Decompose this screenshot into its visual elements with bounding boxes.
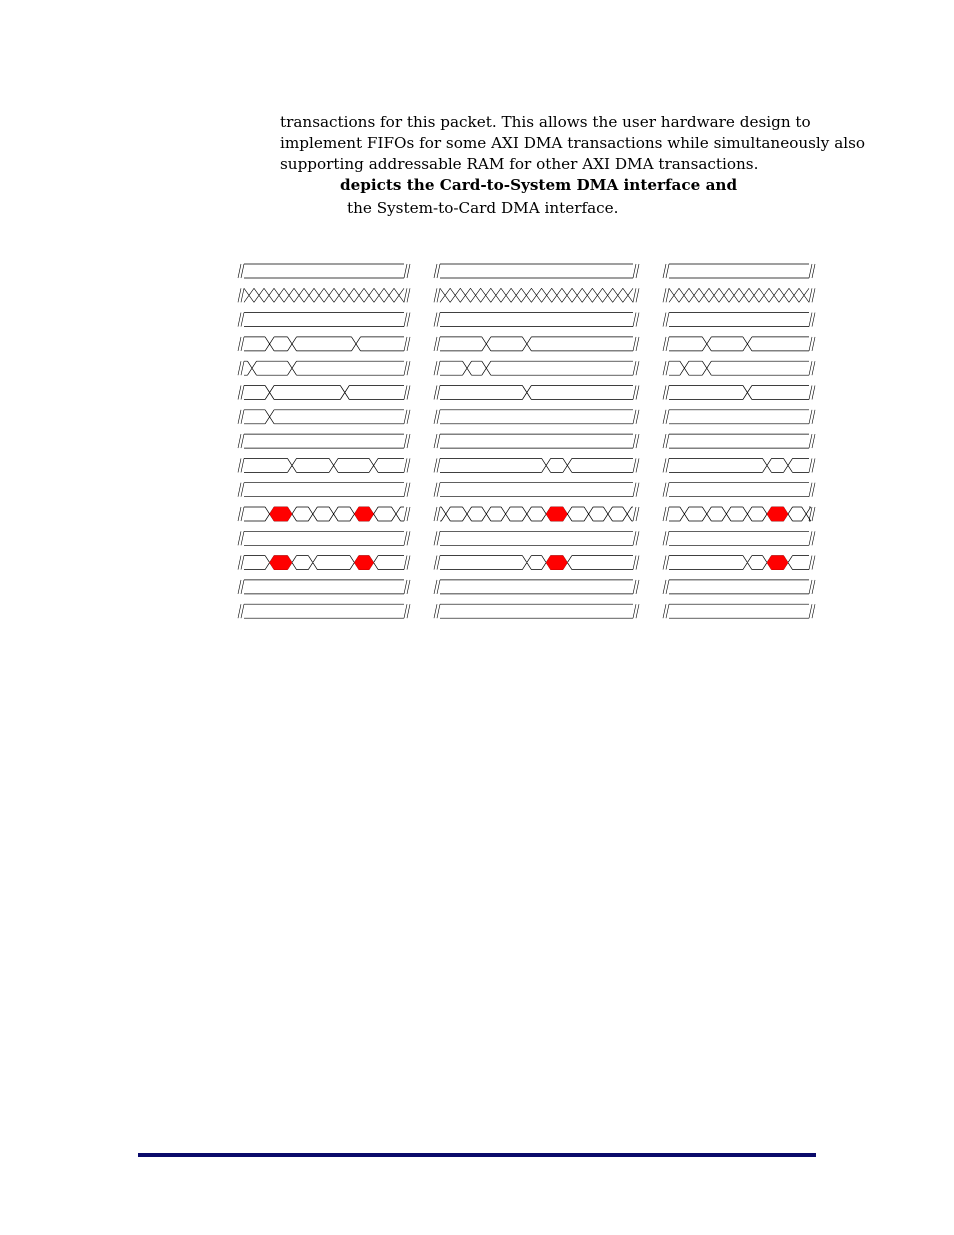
- col3-row4-bus-signal: [669, 337, 809, 351]
- col2-row9-break-right: [633, 458, 639, 472]
- col3-row11-bus-signal: [669, 507, 811, 521]
- col2-row9-break-left: [434, 458, 440, 472]
- col2-row12-signal: [440, 531, 633, 545]
- col1-row15-break-right: [404, 604, 410, 618]
- col1-row1-break-right: [404, 264, 410, 278]
- figure-reference-line: depicts the Card-to-System DMA interface and: [340, 176, 738, 194]
- col3-row5-break-right: [809, 361, 815, 375]
- col1-row13-break-left: [238, 556, 244, 570]
- col2-row11-highlight-1: [546, 507, 567, 521]
- col2-row10-signal: [440, 483, 633, 497]
- col3-row12-break-right: [809, 531, 815, 545]
- col1-row2-clock-signal: [244, 288, 404, 302]
- col2-row8-break-left: [434, 434, 440, 448]
- col2-row7-break-left: [434, 410, 440, 424]
- col3-row6-break-right: [809, 386, 815, 400]
- col3-row15-break-right: [809, 604, 815, 618]
- col2-row5-bus-signal: [440, 361, 633, 375]
- col1-row10-signal: [244, 483, 404, 497]
- col3-row14-signal: [669, 580, 809, 594]
- col2-row15-break-left: [434, 604, 440, 618]
- col1-row3-break-left: [238, 313, 244, 327]
- col3-row2-clock-signal: [669, 288, 809, 302]
- col2-row5-break-left: [434, 361, 440, 375]
- col2-row2-break-right: [633, 288, 639, 302]
- col2-row12-break-right: [633, 531, 639, 545]
- col3-row10-break-right: [809, 483, 815, 497]
- col3-row7-signal: [669, 410, 809, 424]
- col2-row7-signal: [440, 410, 633, 424]
- col2-row10-break-left: [434, 483, 440, 497]
- paragraph-line-2: implement FIFOs for some AXI DMA transactions while simultaneously also: [280, 134, 866, 152]
- col2-row7-break-right: [633, 410, 639, 424]
- col2-row6-bus-signal: [440, 386, 633, 400]
- col1-row13-break-right: [404, 556, 410, 570]
- col3-row7-break-right: [809, 410, 815, 424]
- col2-row4-break-right: [633, 337, 639, 351]
- col3-row4-break-left: [663, 337, 669, 351]
- col2-row3-break-right: [633, 313, 639, 327]
- col1-row7-bus-signal: [244, 410, 404, 424]
- col1-row11-break-right: [404, 507, 410, 521]
- col1-row13-highlight-1: [270, 556, 292, 570]
- col3-row11-break-left: [663, 507, 669, 521]
- col1-row11-break-left: [238, 507, 244, 521]
- col3-row3-signal: [669, 313, 809, 327]
- col2-row1-signal: [440, 264, 633, 278]
- col1-row12-break-right: [404, 531, 410, 545]
- col1-row1-break-left: [238, 264, 244, 278]
- col3-row9-break-right: [809, 458, 815, 472]
- col1-row14-break-right: [404, 580, 410, 594]
- col1-row13-bus-signal: [244, 556, 404, 570]
- col3-row2-break-left: [663, 288, 669, 302]
- col1-row12-break-left: [238, 531, 244, 545]
- col3-row15-signal: [669, 604, 809, 618]
- col1-row6-bus-signal: [244, 386, 404, 400]
- col1-row11-highlight-1: [270, 507, 292, 521]
- col1-row7-break-right: [404, 410, 410, 424]
- col2-row13-break-left: [434, 556, 440, 570]
- col2-row5-break-right: [633, 361, 639, 375]
- col2-row13-bus-signal: [440, 556, 633, 570]
- col2-row3-break-left: [434, 313, 440, 327]
- col3-row8-signal: [669, 434, 809, 448]
- col1-row4-break-right: [404, 337, 410, 351]
- col1-row6-break-left: [238, 386, 244, 400]
- col1-row9-break-right: [404, 458, 410, 472]
- col1-row5-break-left: [238, 361, 244, 375]
- col3-row1-signal: [669, 264, 809, 278]
- col3-row14-break-left: [663, 580, 669, 594]
- col2-row15-signal: [440, 604, 633, 618]
- footer-rule: [138, 1153, 816, 1157]
- col3-row5-break-left: [663, 361, 669, 375]
- col2-row1-break-right: [633, 264, 639, 278]
- col2-row8-break-right: [633, 434, 639, 448]
- col3-row15-break-left: [663, 604, 669, 618]
- col3-row6-bus-signal: [669, 386, 809, 400]
- col1-row14-break-left: [238, 580, 244, 594]
- col2-row14-signal: [440, 580, 633, 594]
- col1-row6-break-right: [404, 386, 410, 400]
- col1-row13-highlight-2: [354, 556, 373, 570]
- col1-row7-break-left: [238, 410, 244, 424]
- col2-row13-highlight-1: [546, 556, 567, 570]
- col1-row12-signal: [244, 531, 404, 545]
- col2-row1-break-left: [434, 264, 440, 278]
- col1-row8-break-left: [238, 434, 244, 448]
- col1-row8-signal: [244, 434, 404, 448]
- col2-row11-bus-signal: [440, 507, 633, 521]
- col3-row3-break-left: [663, 313, 669, 327]
- col2-row4-bus-signal: [440, 337, 633, 351]
- col3-row3-break-right: [809, 313, 815, 327]
- col3-row10-signal: [669, 483, 809, 497]
- col3-row7-break-left: [663, 410, 669, 424]
- col2-row6-break-right: [633, 386, 639, 400]
- figure-reference-line-2: the System-to-Card DMA interface.: [347, 199, 619, 217]
- col3-row2-break-right: [809, 288, 815, 302]
- col1-row8-break-right: [404, 434, 410, 448]
- col3-row1-break-right: [809, 264, 815, 278]
- col1-row2-break-right: [404, 288, 410, 302]
- col1-row4-break-left: [238, 337, 244, 351]
- col2-row6-break-left: [434, 386, 440, 400]
- col1-row15-signal: [244, 604, 404, 618]
- col1-row11-highlight-2: [354, 507, 373, 521]
- col3-row5-bus-signal: [669, 361, 809, 375]
- col1-row3-signal: [244, 313, 404, 327]
- col1-row9-bus-signal: [244, 458, 404, 472]
- col1-row9-break-left: [238, 458, 244, 472]
- col1-row11-bus-signal: [244, 507, 404, 521]
- col2-row4-break-left: [434, 337, 440, 351]
- col3-row8-break-right: [809, 434, 815, 448]
- col2-row2-clock-signal: [440, 288, 633, 302]
- col1-row1-signal: [244, 264, 404, 278]
- col2-row11-break-right: [633, 507, 639, 521]
- col1-row5-break-right: [404, 361, 410, 375]
- col2-row14-break-left: [434, 580, 440, 594]
- col3-row13-highlight-1: [767, 556, 788, 570]
- col2-row15-break-right: [633, 604, 639, 618]
- col3-row12-signal: [669, 531, 809, 545]
- col3-row12-break-left: [663, 531, 669, 545]
- col3-row8-break-left: [663, 434, 669, 448]
- col3-row13-break-right: [809, 556, 815, 570]
- paragraph-line-3: supporting addressable RAM for other AXI DMA transactions.: [280, 155, 759, 173]
- col1-row3-break-right: [404, 313, 410, 327]
- col3-row4-break-right: [809, 337, 815, 351]
- col2-row14-break-right: [633, 580, 639, 594]
- paragraph-line-1: transactions for this packet. This allows the user hardware design to: [280, 113, 811, 131]
- col3-row14-break-right: [809, 580, 815, 594]
- col1-row10-break-left: [238, 483, 244, 497]
- col1-row15-break-left: [238, 604, 244, 618]
- col2-row11-break-left: [434, 507, 440, 521]
- col1-row5-bus-signal: [244, 361, 404, 375]
- col3-row1-break-left: [663, 264, 669, 278]
- col1-row10-break-right: [404, 483, 410, 497]
- col2-row10-break-right: [633, 483, 639, 497]
- col3-row13-break-left: [663, 556, 669, 570]
- col2-row13-break-right: [633, 556, 639, 570]
- col1-row4-bus-signal: [244, 337, 404, 351]
- col3-row11-break-right: [809, 507, 815, 521]
- col3-row11-highlight-1: [767, 507, 788, 521]
- col2-row3-signal: [440, 313, 633, 327]
- col1-row2-break-left: [238, 288, 244, 302]
- col2-row9-bus-signal: [440, 458, 633, 472]
- col3-row6-break-left: [663, 386, 669, 400]
- col1-row14-signal: [244, 580, 404, 594]
- col3-row9-break-left: [663, 458, 669, 472]
- col2-row8-signal: [440, 434, 633, 448]
- col3-row9-bus-signal: [669, 458, 809, 472]
- col2-row2-break-left: [434, 288, 440, 302]
- col2-row12-break-left: [434, 531, 440, 545]
- col3-row10-break-left: [663, 483, 669, 497]
